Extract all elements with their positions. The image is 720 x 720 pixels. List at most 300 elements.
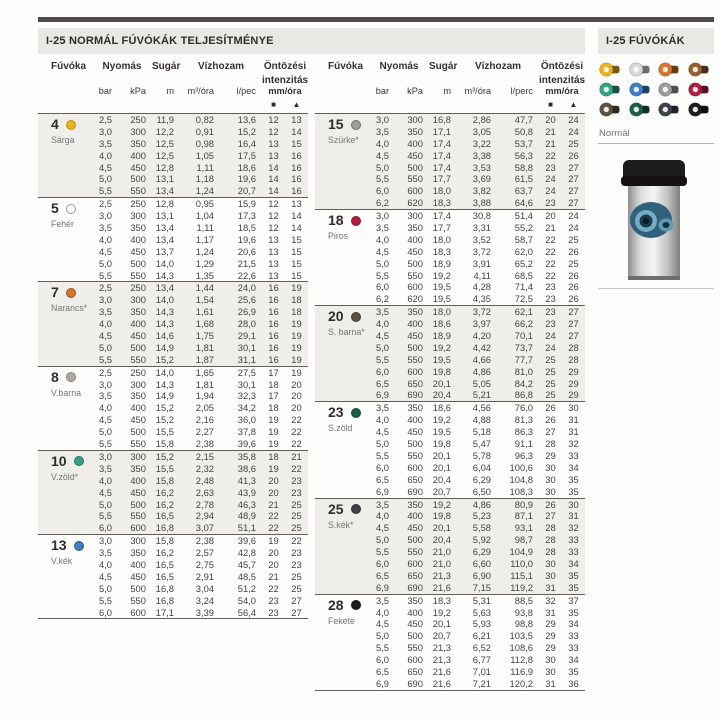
value-cell: 17,1 [155, 606, 174, 618]
value-cell: 300 [130, 294, 146, 306]
value-cell: 350 [407, 498, 423, 510]
value-cell: 110,0 [510, 557, 533, 569]
value-cell: 16,2 [155, 486, 174, 498]
value-cell: 16,5 [155, 570, 174, 582]
value-cell: 5,0 [375, 161, 389, 173]
value-cell: 12 [268, 125, 279, 137]
value-cell: 3,5 [375, 222, 389, 234]
value-cell: 5,5 [98, 185, 112, 197]
nozzle-id [51, 285, 92, 300]
value-cell: 25 [545, 389, 556, 401]
value-cell: 14 [268, 185, 279, 197]
value-cell: 500 [407, 161, 423, 173]
value-cell: 22 [291, 414, 302, 426]
value-cell: 3,22 [472, 137, 491, 149]
nozzle-cell [38, 535, 92, 618]
value-cell: 30 [545, 473, 556, 485]
value-cell: 62,0 [514, 245, 533, 257]
value-cell: 350 [130, 390, 146, 402]
nozzle-number: 25 [328, 500, 344, 517]
col-header-ontozesi: Öntözési [263, 61, 307, 72]
value-cell: 22 [545, 257, 556, 269]
value-cell: 500 [130, 341, 146, 353]
value-cell: 2,15 [195, 450, 214, 462]
nozzle-id [51, 117, 92, 132]
value-cell: 5,78 [472, 449, 491, 461]
value-cell: 19 [291, 366, 302, 378]
value-cell: 25,6 [237, 294, 256, 306]
value-cell: 15 [291, 137, 302, 149]
value-cell: 23 [268, 606, 279, 618]
value-cell: 550 [130, 353, 146, 365]
value-cell: 18,3 [432, 197, 451, 209]
value-cell: 23 [545, 293, 556, 305]
value-cell: 39,6 [237, 535, 256, 547]
value-cell: 300 [130, 535, 146, 547]
value-cell: 400 [130, 149, 146, 161]
unit-label-mmora: mm/óra [545, 86, 579, 96]
value-cell: 400 [130, 402, 146, 414]
value-cell: 14,0 [155, 257, 174, 269]
value-cell: 18 [291, 294, 302, 306]
value-cell: 20 [268, 486, 279, 498]
value-cell: 4,5 [375, 149, 389, 161]
value-cell: 400 [130, 318, 146, 330]
nozzle-number: 4 [51, 116, 59, 132]
value-cell: 22 [291, 535, 302, 547]
value-cell: 6,0 [375, 365, 389, 377]
value-cell: 4,0 [98, 149, 112, 161]
value-cell: 14,9 [155, 341, 174, 353]
value-cell: 65,2 [514, 257, 533, 269]
value-cell: 450 [130, 486, 146, 498]
value-cell: 80,9 [514, 498, 533, 510]
value-cell: 5,93 [472, 618, 491, 630]
value-cell: 6,5 [375, 569, 389, 581]
value-cell: 3,5 [98, 137, 112, 149]
value-cell: 3,5 [375, 594, 389, 606]
nozzle-icon-skek [657, 102, 685, 117]
value-cell: 25 [291, 582, 302, 594]
value-cell: 20 [291, 378, 302, 390]
nozzle-number: 13 [51, 537, 67, 554]
value-cell: 5,0 [375, 630, 389, 642]
value-cell: 600 [407, 654, 423, 666]
value-cell: 5,5 [98, 510, 112, 522]
nozzle-cell [315, 499, 369, 594]
value-cell: 20,4 [432, 389, 451, 401]
value-cell: 13 [268, 137, 279, 149]
value-cell: 2,91 [195, 570, 214, 582]
nozzle-number: 10 [51, 452, 67, 469]
value-cell: 26 [545, 402, 556, 414]
nozzle-number: 15 [328, 116, 344, 132]
nozzle-icon-vkek [628, 82, 656, 97]
unit-label: bar [375, 86, 389, 96]
value-cell: 300 [130, 378, 146, 390]
value-cell: 39,6 [237, 438, 256, 450]
value-cell: 500 [407, 257, 423, 269]
value-cell: 15 [291, 245, 302, 257]
table-header [315, 58, 585, 113]
value-cell: 12,5 [155, 149, 174, 161]
value-cell: 68,5 [514, 269, 533, 281]
triangle-symbol: ▲ [292, 100, 301, 109]
value-cell: 27,5 [237, 366, 256, 378]
value-cell: 4,28 [472, 281, 491, 293]
table-body [315, 113, 585, 691]
sprinkler-rotor-image [598, 148, 714, 283]
value-cell: 35 [568, 485, 579, 497]
value-cell: 300 [130, 450, 146, 462]
value-cell: 5,47 [472, 438, 491, 450]
value-cell: 20,6 [237, 245, 256, 257]
value-cell: 5,5 [98, 438, 112, 450]
value-cell: 51,1 [237, 522, 256, 534]
nozzle-icon-vzold [598, 82, 626, 97]
nozzle-group-13 [38, 534, 308, 618]
value-cell: 3,0 [98, 210, 112, 222]
value-cell: 81,3 [514, 414, 533, 426]
nozzle-group-8 [38, 366, 308, 450]
value-cell: 19 [268, 462, 279, 474]
value-cell: 400 [130, 233, 146, 245]
value-cell: 1,81 [195, 341, 214, 353]
value-cell: 15,2 [155, 353, 174, 365]
value-cell: 86,3 [514, 426, 533, 438]
value-cell: 30 [545, 569, 556, 581]
value-cell: 25 [545, 353, 556, 365]
value-cell: 5,58 [472, 522, 491, 534]
value-cell: 500 [130, 498, 146, 510]
value-cell: 17,7 [432, 222, 451, 234]
value-cell: 4,0 [98, 402, 112, 414]
value-cell: 6,0 [375, 557, 389, 569]
value-cell: 20 [268, 558, 279, 570]
value-cell: 3,31 [472, 222, 491, 234]
value-cell: 54,0 [237, 594, 256, 606]
value-cell: 14,9 [155, 390, 174, 402]
value-cell: 18,0 [432, 185, 451, 197]
unit-label: l/perc [510, 86, 533, 96]
value-cell: 550 [407, 269, 423, 281]
value-cell: 4,5 [375, 522, 389, 534]
value-cell: 34,2 [237, 402, 256, 414]
value-cell: 19 [268, 426, 279, 438]
value-cell: 4,0 [98, 558, 112, 570]
value-cell: 600 [407, 461, 423, 473]
value-cell: 5,21 [472, 389, 491, 401]
value-cell: 23 [268, 594, 279, 606]
value-cell: 22,6 [237, 269, 256, 281]
value-cell: 15,2 [237, 125, 256, 137]
value-cell: 29 [545, 642, 556, 654]
value-cell: 550 [407, 642, 423, 654]
value-cell: 6,5 [375, 473, 389, 485]
value-cell: 4,5 [375, 330, 389, 342]
value-cell: 27 [568, 306, 579, 318]
value-cell: 21,5 [237, 257, 256, 269]
value-cell: 4,0 [98, 318, 112, 330]
value-cell: 13,1 [155, 210, 174, 222]
value-cell: 31 [568, 426, 579, 438]
value-cell: 5,63 [472, 606, 491, 618]
value-cell: 300 [407, 210, 423, 222]
value-cell: 1,35 [195, 269, 214, 281]
nozzle-icon-narancs [657, 62, 685, 77]
value-cell: 48,5 [237, 570, 256, 582]
value-cell: 17 [268, 366, 279, 378]
value-cell: 84,2 [514, 377, 533, 389]
value-cell: 38,6 [237, 462, 256, 474]
nozzle-cell [38, 198, 92, 281]
value-cell: 26 [568, 281, 579, 293]
value-cell: 6,5 [375, 665, 389, 677]
value-cell: 0,95 [195, 198, 214, 210]
col-header-intenzitas: intenzitás [539, 75, 586, 86]
value-cell: 33 [568, 630, 579, 642]
value-cell: 5,5 [375, 449, 389, 461]
value-cell: 2,5 [98, 366, 112, 378]
nozzle-color-dot [351, 600, 361, 610]
nozzle-color-dot [351, 408, 361, 418]
value-cell: 3,0 [375, 210, 389, 222]
value-cell: 1,29 [195, 257, 214, 269]
value-cell: 18,6 [432, 318, 451, 330]
value-cell: 5,5 [98, 269, 112, 281]
value-cell: 35 [568, 606, 579, 618]
value-cell: 6,9 [375, 389, 389, 401]
value-cell: 3,05 [472, 125, 491, 137]
value-cell: 3,0 [98, 535, 112, 547]
value-cell: 3,5 [98, 547, 112, 559]
value-cell: 300 [130, 125, 146, 137]
value-cell: 450 [130, 330, 146, 342]
nozzle-icon-barna [687, 62, 715, 77]
nozzle-number: 8 [51, 368, 59, 385]
value-cell: 103,5 [509, 630, 533, 642]
value-cell: 350 [130, 137, 146, 149]
value-cell: 690 [407, 581, 423, 593]
value-cell: 450 [130, 245, 146, 257]
value-cell: 12,8 [155, 161, 174, 173]
value-cell: 61,5 [514, 173, 533, 185]
value-cell: 26 [568, 149, 579, 161]
nozzle-color-name: V.barna [51, 387, 82, 398]
value-cell: 4,5 [98, 570, 112, 582]
nozzle-cell [38, 451, 92, 534]
value-cell: 300 [130, 210, 146, 222]
value-cell: 19,2 [432, 498, 451, 510]
value-cell: 11,9 [156, 114, 174, 125]
value-cell: 350 [407, 402, 423, 414]
nozzle-color-dot [74, 541, 84, 551]
value-cell: 41,3 [237, 474, 256, 486]
value-cell: 23 [291, 486, 302, 498]
value-cell: 16 [268, 282, 279, 294]
value-cell: 108,3 [509, 485, 533, 497]
value-cell: 29 [545, 618, 556, 630]
value-cell: 22 [268, 522, 279, 534]
value-cell: 4,5 [98, 486, 112, 498]
value-cell: 18,6 [432, 402, 451, 414]
value-cell: 19,8 [432, 438, 451, 450]
value-cell: 31 [568, 414, 579, 426]
value-cell: 3,5 [375, 498, 389, 510]
nozzle-color-name: S. barna* [328, 327, 365, 338]
value-cell: 4,0 [375, 414, 389, 426]
value-cell: 22 [291, 462, 302, 474]
value-cell: 4,56 [472, 402, 491, 414]
value-cell: 120,2 [509, 677, 533, 689]
value-cell: 690 [407, 485, 423, 497]
nozzle-icon-fekete [687, 102, 715, 117]
value-cell: 4,42 [472, 341, 491, 353]
value-cell: 1,81 [195, 378, 214, 390]
nozzle-group-10 [38, 450, 308, 534]
value-cell: 51,4 [514, 210, 533, 222]
value-cell: 33 [568, 449, 579, 461]
nozzle-group-18 [315, 209, 585, 305]
value-cell: 5,0 [98, 173, 112, 185]
value-cell: 20 [545, 210, 556, 222]
value-cell: 18,5 [237, 222, 256, 234]
value-cell: 17,5 [237, 149, 256, 161]
value-cell: 5,5 [98, 353, 112, 365]
value-cell: 400 [407, 414, 423, 426]
value-cell: 18 [291, 306, 302, 318]
value-cell: 27 [545, 426, 556, 438]
value-cell: 350 [130, 462, 146, 474]
nozzle-group-23 [315, 401, 585, 497]
value-cell: 350 [407, 594, 423, 606]
value-cell: 5,5 [98, 594, 112, 606]
nozzle-id [328, 598, 369, 613]
value-cell: 14,3 [155, 318, 174, 330]
value-cell: 3,0 [375, 114, 389, 125]
value-cell: 25 [291, 522, 302, 534]
value-cell: 6,90 [472, 569, 491, 581]
value-cell: 1,44 [195, 282, 214, 294]
value-cell: 13,7 [155, 245, 174, 257]
value-cell: 14,0 [155, 294, 174, 306]
value-cell: 24 [568, 125, 579, 137]
value-cell: 690 [407, 389, 423, 401]
value-cell: 27 [568, 330, 579, 342]
value-cell: 21 [268, 570, 279, 582]
value-cell: 15,5 [155, 426, 174, 438]
value-cell: 600 [407, 365, 423, 377]
value-cell: 18,3 [432, 594, 451, 606]
value-cell: 15,2 [155, 414, 174, 426]
value-cell: 63,7 [514, 185, 533, 197]
value-cell: 28 [545, 546, 556, 558]
value-cell: 400 [407, 137, 423, 149]
nozzle-color-dot [351, 120, 361, 130]
value-cell: 26,9 [237, 306, 256, 318]
nozzle-color-name: Sárga [51, 135, 75, 145]
nozzle-color-dot [351, 312, 361, 322]
nozzle-number: 7 [51, 284, 59, 301]
value-cell: 26 [545, 414, 556, 426]
value-cell: 3,24 [195, 594, 214, 606]
nozzle-color-dot [351, 504, 361, 514]
nozzle-group-4 [38, 113, 308, 197]
sidebar-title: I-25 FÚVÓKÁK [606, 35, 685, 47]
value-cell: 43,9 [237, 486, 256, 498]
value-cell: 86,8 [514, 389, 533, 401]
col-header-nyomas: Nyomás [102, 61, 142, 72]
value-cell: 28 [568, 341, 579, 353]
value-cell: 300 [407, 114, 423, 125]
value-cell: 19,5 [432, 281, 451, 293]
value-cell: 22 [545, 233, 556, 245]
value-cell: 500 [407, 534, 423, 546]
value-cell: 19 [268, 535, 279, 547]
value-cell: 19,5 [432, 426, 451, 438]
value-cell: 17,7 [432, 173, 451, 185]
value-cell: 16,8 [155, 522, 174, 534]
value-cell: 24 [545, 185, 556, 197]
value-cell: 20,1 [432, 449, 451, 461]
value-cell: 3,91 [472, 257, 491, 269]
nozzle-id [328, 405, 369, 420]
value-cell: 450 [407, 330, 423, 342]
value-cell: 13 [268, 269, 279, 281]
value-cell: 22 [268, 582, 279, 594]
value-cell: 600 [130, 606, 146, 618]
value-cell: 1,65 [195, 366, 214, 378]
value-cell: 20,7 [432, 630, 451, 642]
value-cell: 22 [545, 149, 556, 161]
nozzle-color-name: Piros [328, 231, 349, 242]
value-cell: 19,8 [432, 365, 451, 377]
value-cell: 21 [268, 498, 279, 510]
value-cell: 650 [407, 665, 423, 677]
value-cell: 20,7 [432, 485, 451, 497]
value-cell: 19,5 [432, 353, 451, 365]
product-photo-sprinkler [598, 148, 714, 289]
value-cell: 13,6 [237, 114, 256, 125]
value-cell: 91,1 [514, 438, 533, 450]
value-cell: 27 [291, 606, 302, 618]
value-cell: 1,68 [195, 318, 214, 330]
value-cell: 3,0 [98, 450, 112, 462]
value-cell: 6,9 [375, 581, 389, 593]
value-cell: 4,5 [375, 618, 389, 630]
value-cell: 500 [407, 630, 423, 642]
value-cell: 34 [568, 557, 579, 569]
value-cell: 2,5 [98, 198, 112, 210]
value-cell: 650 [407, 569, 423, 581]
nozzle-id [328, 117, 369, 132]
value-cell: 23 [545, 306, 556, 318]
value-cell: 28 [545, 534, 556, 546]
value-cell: 47,7 [514, 114, 533, 125]
value-cell: 56,3 [514, 149, 533, 161]
value-cell: 450 [407, 522, 423, 534]
value-cell: 26 [568, 269, 579, 281]
value-cell: 15 [291, 257, 302, 269]
value-cell: 16 [268, 330, 279, 342]
value-cell: 5,0 [98, 257, 112, 269]
value-cell: 26 [568, 245, 579, 257]
value-cell: 93,8 [514, 606, 533, 618]
nozzle-number: 20 [328, 308, 344, 325]
value-cell: 29 [568, 365, 579, 377]
value-cell: 550 [130, 594, 146, 606]
value-cell: 17,4 [432, 161, 451, 173]
